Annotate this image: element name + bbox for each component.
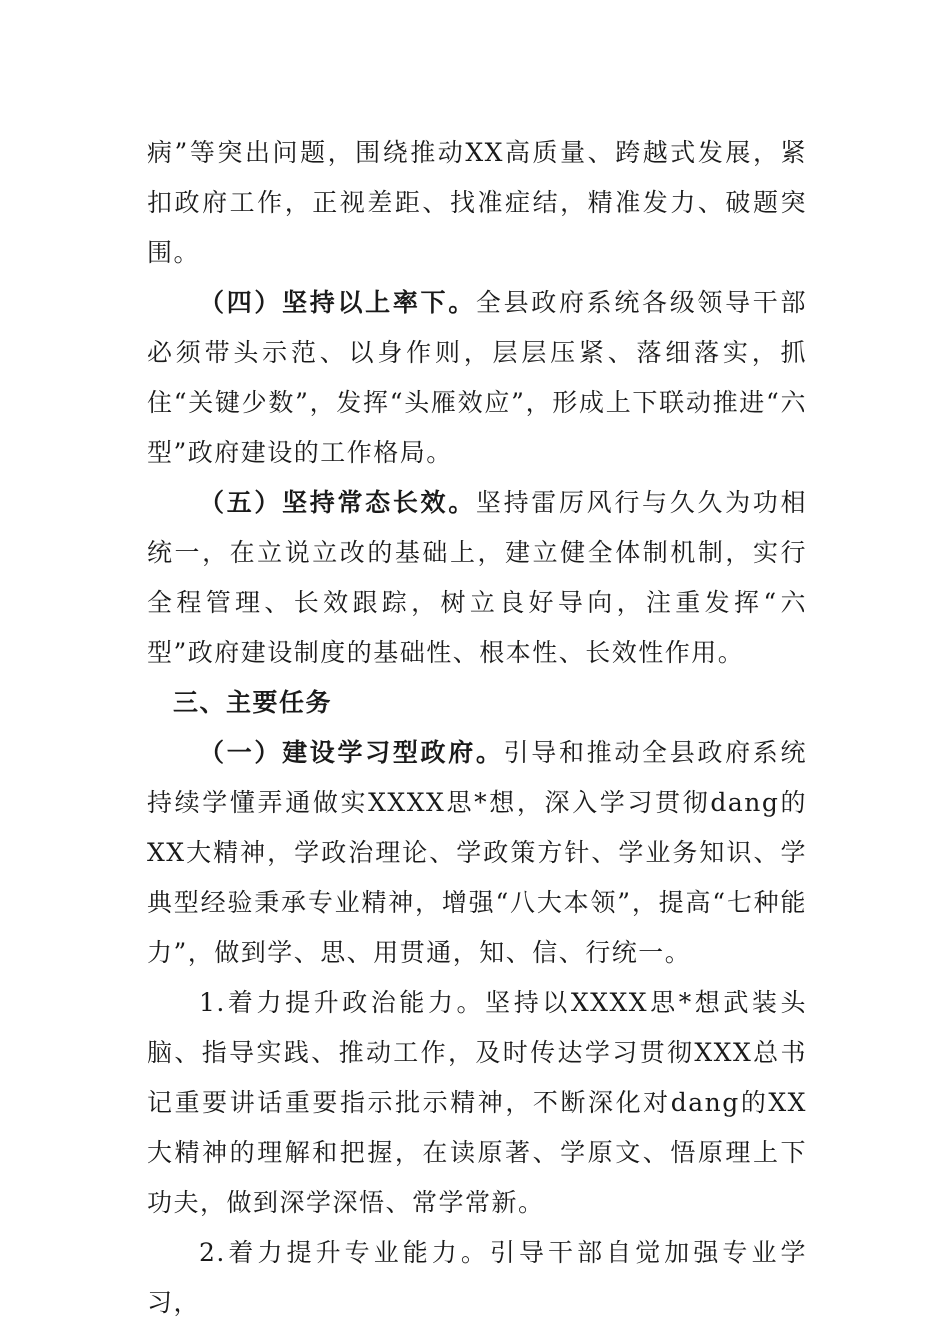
paragraph-principle-five — [147, 478, 807, 678]
paragraph-text: 病”等突出问题，围绕推动XX高质量、跨越式发展，紧扣政府工作，正视差距、找准症结，精准发力、破题突围。 — [147, 138, 807, 267]
paragraph-lead: （五）坚持常态长效。 — [199, 488, 476, 517]
paragraph-task-one — [147, 728, 807, 978]
section-heading: 三、主要任务 — [173, 688, 333, 717]
paragraph-lead: （一）建设学习型政府。 — [199, 738, 504, 767]
paragraph-principle-four — [147, 278, 807, 478]
paragraph-item-1 — [147, 978, 807, 1228]
paragraph-text: 引导和推动全县政府系统持续学懂弄通做实XXXX思*想，深入学习贯彻dang的XX大精神，学政治理论、学政策方针、学业务知识、学典型经验秉承专业精神，增强“八大本领”，提高“七种能力”，做到学、思、用贯通，知、信、行统一。 — [147, 738, 807, 967]
paragraph-text: 坚持雷厉风行与久久为功相统一，在立说立改的基础上，建立健全体制机制，实行全程管理、长效跟踪，树立良好导向，注重发挥“六型”政府建设制度的基础性、根本性、长效性作用。 — [147, 488, 807, 667]
document-body — [147, 128, 807, 1328]
paragraph-continuation — [147, 128, 807, 278]
paragraph-text: 1.着力提升政治能力。坚持以XXXX思*想武装头脑、指导实践、推动工作，及时传达学习贯彻XXX总书记重要讲话重要指示批示精神，不断深化对dang的XX大精神的理解和把握，在读原著、学原文、悟原理上下功夫，做到深学深悟、常学常新。 — [147, 988, 807, 1217]
paragraph-text: 2.着力提升专业能力。引导干部自觉加强专业学习， — [147, 1238, 807, 1317]
paragraph-lead: （四）坚持以上率下。 — [199, 288, 476, 317]
paragraph-text: 全县政府系统各级领导干部必须带头示范、以身作则，层层压紧、落细落实，抓住“关键少数”，发挥“头雁效应”，形成上下联动推进“六型”政府建设的工作格局。 — [147, 288, 807, 467]
paragraph-item-2 — [147, 1228, 807, 1328]
